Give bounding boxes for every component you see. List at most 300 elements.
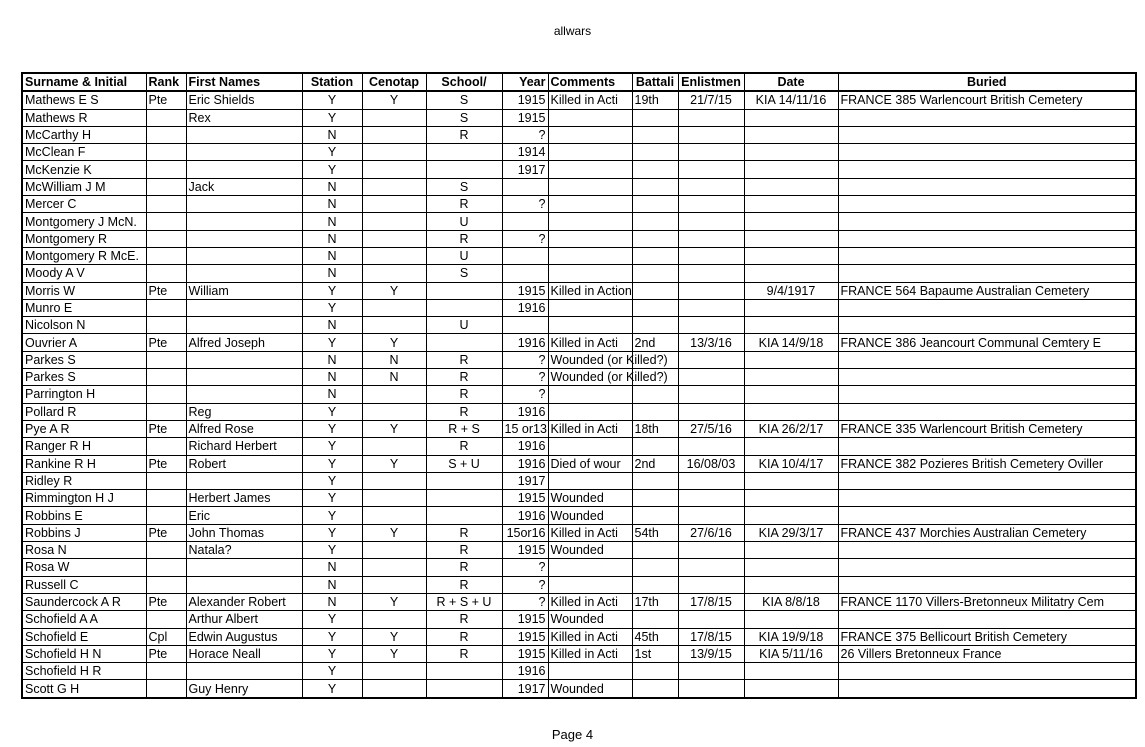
- cell-station: Y: [302, 403, 362, 420]
- cell-first-names: Horace Neall: [186, 645, 302, 662]
- cell-station: Y: [302, 628, 362, 645]
- cell-enlistment: [678, 369, 744, 386]
- cell-comments: [548, 144, 632, 161]
- cell-battalion: [632, 559, 678, 576]
- cell-date: [744, 351, 838, 368]
- table-row: [22, 369, 1136, 386]
- cell-rank: [146, 403, 186, 420]
- cell-date: [744, 438, 838, 455]
- cell-enlistment: [678, 611, 744, 628]
- cell-cenotaph: [362, 213, 426, 230]
- cell-buried: [838, 299, 1136, 316]
- cell-first-names: [186, 126, 302, 143]
- cell-buried: [838, 126, 1136, 143]
- cell-date: [744, 178, 838, 195]
- cell-comments: [548, 576, 632, 593]
- cell-date: [744, 369, 838, 386]
- cell-year: 1915: [502, 282, 548, 299]
- cell-first-names: [186, 369, 302, 386]
- cell-year: ?: [502, 351, 548, 368]
- cell-rank: [146, 196, 186, 213]
- cell-cenotaph: Y: [362, 628, 426, 645]
- cell-date: KIA 14/11/16: [744, 91, 838, 109]
- cell-surname: Russell C: [22, 576, 146, 593]
- cell-cenotaph: [362, 196, 426, 213]
- cell-comments: [548, 386, 632, 403]
- cell-comments: [548, 247, 632, 264]
- cell-enlistment: 21/7/15: [678, 91, 744, 109]
- cell-school: [426, 472, 502, 489]
- cell-enlistment: 27/6/16: [678, 524, 744, 541]
- cell-enlistment: [678, 542, 744, 559]
- cell-buried: [838, 109, 1136, 126]
- cell-rank: [146, 161, 186, 178]
- cell-station: Y: [302, 524, 362, 541]
- cell-battalion: [632, 109, 678, 126]
- cell-comments: [548, 663, 632, 680]
- cell-battalion: 19th: [632, 91, 678, 109]
- cell-buried: FRANCE 564 Bapaume Australian Cemetery: [838, 282, 1136, 299]
- cell-date: [744, 559, 838, 576]
- cell-station: Y: [302, 282, 362, 299]
- cell-year: 1915: [502, 542, 548, 559]
- cell-surname: Mercer C: [22, 196, 146, 213]
- cell-station: N: [302, 247, 362, 264]
- cell-surname: Montgomery R: [22, 230, 146, 247]
- cell-enlistment: 17/8/15: [678, 593, 744, 610]
- cell-station: N: [302, 196, 362, 213]
- cell-comments: Wounded (or Killed?): [548, 369, 632, 386]
- cell-rank: Pte: [146, 91, 186, 109]
- cell-battalion: [632, 386, 678, 403]
- cell-surname: Parkes S: [22, 369, 146, 386]
- cell-enlistment: [678, 351, 744, 368]
- cell-station: Y: [302, 680, 362, 698]
- cell-school: [426, 161, 502, 178]
- cell-comments: Killed in Acti: [548, 420, 632, 437]
- cell-buried: [838, 247, 1136, 264]
- cell-year: ?: [502, 230, 548, 247]
- cell-year: [502, 213, 548, 230]
- cell-cenotaph: Y: [362, 645, 426, 662]
- table-row: [22, 420, 1136, 437]
- cell-cenotaph: [362, 144, 426, 161]
- cell-date: [744, 611, 838, 628]
- cell-year: 1917: [502, 680, 548, 698]
- header-battalion: Battali: [632, 73, 678, 91]
- cell-first-names: Eric Shields: [186, 91, 302, 109]
- cell-buried: FRANCE 1170 Villers-Bretonneux Militatry Cem: [838, 593, 1136, 610]
- cell-buried: [838, 542, 1136, 559]
- cell-first-names: Natala?: [186, 542, 302, 559]
- cell-first-names: Alfred Rose: [186, 420, 302, 437]
- cell-cenotaph: N: [362, 351, 426, 368]
- cell-school: R: [426, 524, 502, 541]
- cell-surname: Rimmington H J: [22, 490, 146, 507]
- cell-enlistment: [678, 317, 744, 334]
- table-row: [22, 317, 1136, 334]
- cell-comments: [548, 109, 632, 126]
- cell-station: Y: [302, 455, 362, 472]
- cell-battalion: [632, 196, 678, 213]
- cell-surname: McClean F: [22, 144, 146, 161]
- cell-first-names: [186, 247, 302, 264]
- cell-first-names: [186, 317, 302, 334]
- table-row: [22, 576, 1136, 593]
- cell-battalion: 2nd: [632, 334, 678, 351]
- cell-comments: [548, 472, 632, 489]
- cell-enlistment: 13/3/16: [678, 334, 744, 351]
- cell-date: [744, 576, 838, 593]
- cell-comments: Killed in Acti: [548, 334, 632, 351]
- cell-buried: [838, 213, 1136, 230]
- cell-cenotaph: [362, 611, 426, 628]
- cell-school: S: [426, 265, 502, 282]
- cell-surname: Schofield H R: [22, 663, 146, 680]
- cell-rank: [146, 386, 186, 403]
- cell-school: R: [426, 576, 502, 593]
- cell-battalion: [632, 144, 678, 161]
- cell-enlistment: [678, 213, 744, 230]
- header-surname: Surname & Initial: [22, 73, 146, 91]
- cell-station: Y: [302, 91, 362, 109]
- cell-school: S: [426, 109, 502, 126]
- cell-buried: [838, 144, 1136, 161]
- cell-cenotaph: [362, 386, 426, 403]
- cell-battalion: [632, 247, 678, 264]
- cell-battalion: [632, 542, 678, 559]
- cell-surname: Robbins J: [22, 524, 146, 541]
- cell-battalion: [632, 282, 678, 299]
- cell-battalion: [632, 507, 678, 524]
- table-row: [22, 265, 1136, 282]
- cell-station: Y: [302, 611, 362, 628]
- cell-battalion: [632, 213, 678, 230]
- cell-school: [426, 299, 502, 316]
- cell-school: R: [426, 403, 502, 420]
- cell-battalion: 54th: [632, 524, 678, 541]
- cell-school: [426, 490, 502, 507]
- cell-rank: Cpl: [146, 628, 186, 645]
- cell-year: 1916: [502, 663, 548, 680]
- cell-first-names: Guy Henry: [186, 680, 302, 698]
- table-row: [22, 91, 1136, 109]
- cell-buried: [838, 576, 1136, 593]
- cell-surname: Moody A V: [22, 265, 146, 282]
- cell-year: 15 or13: [502, 420, 548, 437]
- cell-date: [744, 507, 838, 524]
- table-row: [22, 455, 1136, 472]
- cell-buried: [838, 611, 1136, 628]
- cell-year: ?: [502, 559, 548, 576]
- cell-rank: Pte: [146, 420, 186, 437]
- cell-buried: [838, 490, 1136, 507]
- cell-cenotaph: Y: [362, 420, 426, 437]
- cell-first-names: Reg: [186, 403, 302, 420]
- table-row: [22, 524, 1136, 541]
- cell-year: [502, 317, 548, 334]
- cell-battalion: 2nd: [632, 455, 678, 472]
- cell-buried: [838, 438, 1136, 455]
- cell-first-names: Edwin Augustus: [186, 628, 302, 645]
- table-row: [22, 351, 1136, 368]
- cell-year: 1915: [502, 628, 548, 645]
- cell-buried: [838, 403, 1136, 420]
- cell-buried: [838, 351, 1136, 368]
- cell-date: KIA 8/8/18: [744, 593, 838, 610]
- cell-comments: [548, 178, 632, 195]
- cell-buried: 26 Villers Bretonneux France: [838, 645, 1136, 662]
- cell-station: Y: [302, 144, 362, 161]
- cell-year: [502, 247, 548, 264]
- header-school: School/: [426, 73, 502, 91]
- cell-year: 1916: [502, 507, 548, 524]
- cell-enlistment: [678, 282, 744, 299]
- cell-year: 1915: [502, 645, 548, 662]
- cell-school: S: [426, 91, 502, 109]
- cell-comments: Killed in Acti: [548, 91, 632, 109]
- cell-station: Y: [302, 490, 362, 507]
- cell-enlistment: 27/5/16: [678, 420, 744, 437]
- cell-year: ?: [502, 576, 548, 593]
- cell-station: N: [302, 178, 362, 195]
- cell-first-names: [186, 230, 302, 247]
- cell-buried: FRANCE 375 Bellicourt British Cemetery: [838, 628, 1136, 645]
- cell-comments: Killed in Acti: [548, 628, 632, 645]
- table-row: [22, 490, 1136, 507]
- cell-year: 1915: [502, 490, 548, 507]
- cell-surname: Montgomery R McE.: [22, 247, 146, 264]
- cell-rank: Pte: [146, 282, 186, 299]
- cell-rank: [146, 230, 186, 247]
- cell-station: Y: [302, 507, 362, 524]
- table-row: [22, 299, 1136, 316]
- cell-cenotaph: [362, 178, 426, 195]
- cell-first-names: Richard Herbert: [186, 438, 302, 455]
- table-row: [22, 472, 1136, 489]
- cell-battalion: 18th: [632, 420, 678, 437]
- cell-school: R: [426, 628, 502, 645]
- cell-school: [426, 663, 502, 680]
- table-row: [22, 126, 1136, 143]
- cell-first-names: Arthur Albert: [186, 611, 302, 628]
- cell-station: Y: [302, 542, 362, 559]
- table-row: [22, 403, 1136, 420]
- cell-battalion: [632, 472, 678, 489]
- cell-battalion: [632, 161, 678, 178]
- cell-cenotaph: [362, 247, 426, 264]
- cell-comments: Wounded (or Killed?): [548, 351, 632, 368]
- cell-date: KIA 29/3/17: [744, 524, 838, 541]
- document-title: allwars: [553, 24, 592, 38]
- cell-date: [744, 386, 838, 403]
- cell-enlistment: [678, 438, 744, 455]
- cell-comments: [548, 299, 632, 316]
- cell-surname: Ouvrier A: [22, 334, 146, 351]
- cell-cenotaph: [362, 663, 426, 680]
- cell-school: [426, 507, 502, 524]
- cell-rank: [146, 265, 186, 282]
- cell-buried: FRANCE 385 Warlencourt British Cemetery: [838, 91, 1136, 109]
- cell-cenotaph: [362, 680, 426, 698]
- header-year: Year: [502, 73, 548, 91]
- cell-date: [744, 126, 838, 143]
- cell-buried: [838, 507, 1136, 524]
- cell-school: R: [426, 542, 502, 559]
- cell-enlistment: [678, 299, 744, 316]
- cell-comments: [548, 230, 632, 247]
- table-row: [22, 542, 1136, 559]
- table-row: [22, 593, 1136, 610]
- cell-buried: FRANCE 335 Warlencourt British Cemetery: [838, 420, 1136, 437]
- cell-battalion: [632, 576, 678, 593]
- cell-surname: Montgomery J McN.: [22, 213, 146, 230]
- cell-school: R: [426, 351, 502, 368]
- cell-buried: [838, 230, 1136, 247]
- cell-date: [744, 317, 838, 334]
- cell-school: U: [426, 317, 502, 334]
- cell-school: R: [426, 559, 502, 576]
- cell-school: R: [426, 196, 502, 213]
- header-first-names: First Names: [186, 73, 302, 91]
- cell-date: [744, 490, 838, 507]
- cell-comments: [548, 213, 632, 230]
- cell-date: [744, 161, 838, 178]
- cell-first-names: John Thomas: [186, 524, 302, 541]
- cell-surname: Schofield H N: [22, 645, 146, 662]
- table-row: [22, 178, 1136, 195]
- cell-first-names: Robert: [186, 455, 302, 472]
- cell-school: R: [426, 386, 502, 403]
- table-row: [22, 196, 1136, 213]
- cell-first-names: Herbert James: [186, 490, 302, 507]
- cell-rank: [146, 611, 186, 628]
- table-row: [22, 663, 1136, 680]
- cell-buried: [838, 161, 1136, 178]
- cell-date: KIA 14/9/18: [744, 334, 838, 351]
- cell-comments: Killed in Acti: [548, 593, 632, 610]
- cell-comments: [548, 317, 632, 334]
- cell-year: ?: [502, 196, 548, 213]
- cell-cenotaph: N: [362, 369, 426, 386]
- cell-enlistment: [678, 144, 744, 161]
- cell-cenotaph: [362, 230, 426, 247]
- cell-cenotaph: [362, 299, 426, 316]
- cell-station: N: [302, 369, 362, 386]
- cell-surname: McCarthy H: [22, 126, 146, 143]
- cell-cenotaph: [362, 317, 426, 334]
- cell-station: N: [302, 265, 362, 282]
- cell-cenotaph: [362, 559, 426, 576]
- cell-rank: Pte: [146, 524, 186, 541]
- cell-enlistment: [678, 178, 744, 195]
- cell-comments: [548, 161, 632, 178]
- cell-year: [502, 178, 548, 195]
- cell-battalion: [632, 490, 678, 507]
- cell-comments: [548, 196, 632, 213]
- cell-year: 1915: [502, 109, 548, 126]
- table-row: [22, 611, 1136, 628]
- cell-station: N: [302, 593, 362, 610]
- table-row: [22, 334, 1136, 351]
- cell-comments: Killed in Acti: [548, 645, 632, 662]
- cell-year: 1916: [502, 455, 548, 472]
- cell-year: 1915: [502, 611, 548, 628]
- cell-school: S + U: [426, 455, 502, 472]
- cell-date: [744, 403, 838, 420]
- cell-station: Y: [302, 472, 362, 489]
- cell-comments: Died of wour: [548, 455, 632, 472]
- cell-surname: Saundercock A R: [22, 593, 146, 610]
- cell-battalion: [632, 126, 678, 143]
- cell-station: Y: [302, 299, 362, 316]
- table-row: [22, 559, 1136, 576]
- cell-comments: Wounded: [548, 542, 632, 559]
- cell-cenotaph: [362, 490, 426, 507]
- cell-rank: [146, 542, 186, 559]
- cell-battalion: [632, 299, 678, 316]
- cell-year: ?: [502, 126, 548, 143]
- cell-rank: [146, 369, 186, 386]
- cell-enlistment: [678, 126, 744, 143]
- table-row: [22, 161, 1136, 178]
- cell-rank: Pte: [146, 593, 186, 610]
- cell-station: N: [302, 126, 362, 143]
- cell-cenotaph: [362, 542, 426, 559]
- cell-first-names: [186, 299, 302, 316]
- cell-date: KIA 5/11/16: [744, 645, 838, 662]
- cell-enlistment: [678, 230, 744, 247]
- cell-enlistment: 16/08/03: [678, 455, 744, 472]
- cell-surname: Nicolson N: [22, 317, 146, 334]
- table-row: [22, 438, 1136, 455]
- cell-rank: [146, 247, 186, 264]
- cell-buried: FRANCE 437 Morchies Australian Cemetery: [838, 524, 1136, 541]
- cell-rank: Pte: [146, 334, 186, 351]
- cell-surname: Rankine R H: [22, 455, 146, 472]
- cell-station: N: [302, 317, 362, 334]
- cell-comments: Wounded: [548, 611, 632, 628]
- cell-cenotaph: [362, 576, 426, 593]
- cell-date: [744, 230, 838, 247]
- cell-battalion: 1st: [632, 645, 678, 662]
- cell-comments: Wounded: [548, 680, 632, 698]
- cell-surname: Scott G H: [22, 680, 146, 698]
- cell-buried: [838, 178, 1136, 195]
- cell-enlistment: [678, 680, 744, 698]
- cell-buried: [838, 196, 1136, 213]
- cell-year: ?: [502, 593, 548, 610]
- cell-date: [744, 299, 838, 316]
- honour-roll-table: [21, 72, 1137, 699]
- cell-first-names: William: [186, 282, 302, 299]
- cell-enlistment: [678, 247, 744, 264]
- cell-battalion: [632, 265, 678, 282]
- header-comments: Comments: [548, 73, 632, 91]
- cell-cenotaph: Y: [362, 91, 426, 109]
- cell-comments: [548, 126, 632, 143]
- cell-surname: Mathews R: [22, 109, 146, 126]
- cell-cenotaph: [362, 109, 426, 126]
- cell-first-names: [186, 663, 302, 680]
- cell-comments: Killed in Acti: [548, 524, 632, 541]
- cell-surname: Mathews E S: [22, 91, 146, 109]
- cell-station: Y: [302, 161, 362, 178]
- cell-school: R + S: [426, 420, 502, 437]
- cell-cenotaph: Y: [362, 524, 426, 541]
- cell-battalion: [632, 438, 678, 455]
- cell-enlistment: [678, 663, 744, 680]
